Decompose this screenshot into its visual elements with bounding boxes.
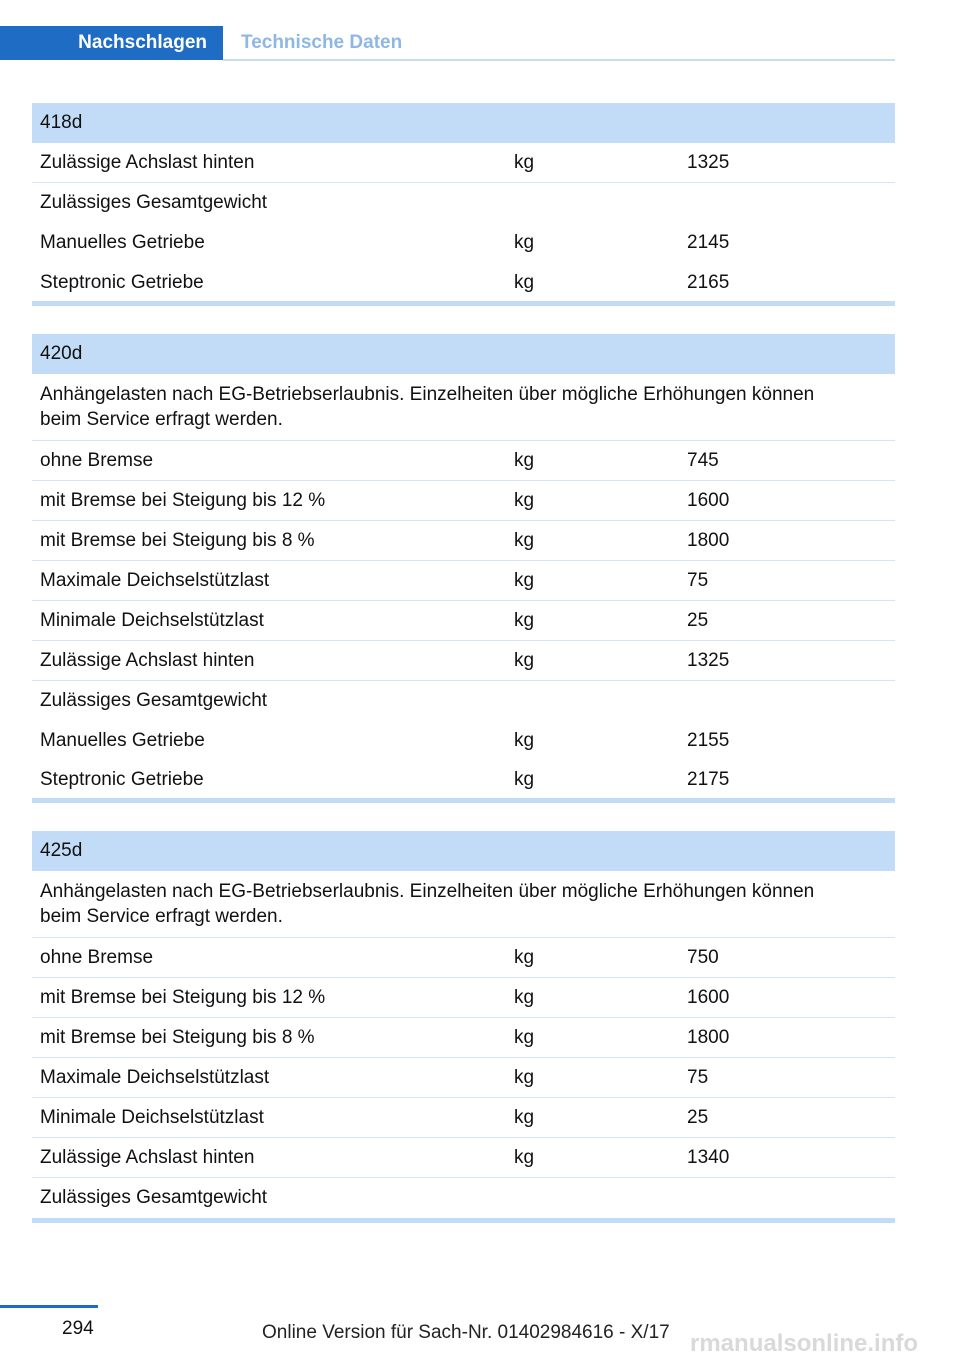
row-label: Minimale Deichselstützlast xyxy=(40,1107,264,1128)
row-label: ohne Bremse xyxy=(40,450,154,471)
table-420d xyxy=(32,334,895,803)
row-label: ohne Bremse xyxy=(40,947,154,968)
row-label: Zulässiges Gesamtgewicht xyxy=(40,192,268,213)
table-row xyxy=(32,1178,895,1218)
row-value: 25 xyxy=(687,610,709,631)
table-row xyxy=(32,641,895,681)
table-row xyxy=(32,263,895,301)
row-value: 75 xyxy=(687,570,709,591)
table-bottom-rule xyxy=(32,301,895,306)
table-note: Anhängelasten nach EG-Betriebserlaubnis. Einzelheiten über mögliche Erhöhungen können beim Service erfragt werden. xyxy=(32,871,895,938)
row-label: Maximale Deichselstützlast xyxy=(40,570,270,591)
row-unit: kg xyxy=(514,1027,535,1048)
header-rule xyxy=(223,59,895,61)
table-row xyxy=(32,441,895,481)
table-row xyxy=(32,223,895,263)
row-unit: kg xyxy=(514,1067,535,1088)
row-value: 1340 xyxy=(687,1147,730,1168)
table-bottom-rule xyxy=(32,1218,895,1223)
row-unit: kg xyxy=(514,232,535,253)
row-unit: kg xyxy=(514,1147,535,1168)
table-row xyxy=(32,601,895,641)
table-row xyxy=(32,1138,895,1178)
row-value: 75 xyxy=(687,1067,709,1088)
row-label: Minimale Deichselstützlast xyxy=(40,610,264,631)
table-title: 418d xyxy=(32,103,895,143)
row-label: mit Bremse bei Steigung bis 8 % xyxy=(40,1027,315,1048)
table-row xyxy=(32,978,895,1018)
row-unit: kg xyxy=(514,769,535,790)
row-label: mit Bremse bei Steigung bis 8 % xyxy=(40,530,315,551)
row-unit: kg xyxy=(514,490,535,511)
row-unit: kg xyxy=(514,152,535,173)
table-row xyxy=(32,521,895,561)
watermark: rmanualsonline.info xyxy=(690,1330,919,1357)
row-unit: kg xyxy=(514,610,535,631)
tab-nachschlagen[interactable]: Nachschlagen xyxy=(0,26,223,60)
table-title: 425d xyxy=(32,831,895,871)
row-label: Manuelles Getriebe xyxy=(40,730,205,751)
row-value: 750 xyxy=(687,947,719,968)
row-unit: kg xyxy=(514,530,535,551)
row-unit: kg xyxy=(514,730,535,751)
row-label: Zulässiges Gesamtgewicht xyxy=(40,690,268,711)
table-row xyxy=(32,938,895,978)
row-label: mit Bremse bei Steigung bis 12 % xyxy=(40,987,326,1008)
table-row xyxy=(32,143,895,183)
row-label: Zulässige Achslast hinten xyxy=(40,650,255,671)
row-value: 1800 xyxy=(687,1027,730,1048)
row-label: Zulässige Achslast hinten xyxy=(40,1147,255,1168)
table-425d xyxy=(32,831,895,1223)
row-value: 25 xyxy=(687,1107,709,1128)
table-note: Anhängelasten nach EG-Betriebserlaubnis. Einzelheiten über mögliche Erhöhungen können beim Service erfragt werden. xyxy=(32,374,895,441)
row-value: 1325 xyxy=(687,650,730,671)
table-418d xyxy=(32,103,895,306)
page-number: 294 xyxy=(62,1318,94,1339)
row-value: 1600 xyxy=(687,987,730,1008)
row-value: 745 xyxy=(687,450,719,471)
row-label: Zulässige Achslast hinten xyxy=(40,152,255,173)
table-row xyxy=(32,1018,895,1058)
row-label: mit Bremse bei Steigung bis 12 % xyxy=(40,490,326,511)
table-row xyxy=(32,561,895,601)
row-value: 2175 xyxy=(687,769,730,790)
row-label: Steptronic Getriebe xyxy=(40,769,204,790)
row-unit: kg xyxy=(514,1107,535,1128)
row-value: 1600 xyxy=(687,490,730,511)
row-label: Zulässiges Gesamtgewicht xyxy=(40,1187,268,1208)
row-unit: kg xyxy=(514,570,535,591)
row-value: 2165 xyxy=(687,272,730,293)
tab-technische-daten[interactable]: Technische Daten xyxy=(241,32,403,53)
row-unit: kg xyxy=(514,650,535,671)
table-title: 420d xyxy=(32,334,895,374)
table-row xyxy=(32,183,895,223)
table-row xyxy=(32,721,895,760)
table-row xyxy=(32,1058,895,1098)
row-value: 1800 xyxy=(687,530,730,551)
row-label: Manuelles Getriebe xyxy=(40,232,205,253)
row-label: Steptronic Getriebe xyxy=(40,272,204,293)
row-unit: kg xyxy=(514,987,535,1008)
row-unit: kg xyxy=(514,450,535,471)
table-row xyxy=(32,481,895,521)
page-header xyxy=(0,26,895,62)
row-label: Maximale Deichselstützlast xyxy=(40,1067,270,1088)
table-row xyxy=(32,760,895,798)
row-unit: kg xyxy=(514,272,535,293)
page-number-bar xyxy=(0,1305,98,1308)
row-value: 2145 xyxy=(687,232,730,253)
row-unit: kg xyxy=(514,947,535,968)
row-value: 1325 xyxy=(687,152,730,173)
table-row xyxy=(32,1098,895,1138)
table-bottom-rule xyxy=(32,798,895,803)
row-value: 2155 xyxy=(687,730,730,751)
footer-text: Online Version für Sach-Nr. 01402984616 - X/17 xyxy=(262,1322,670,1343)
table-row xyxy=(32,681,895,721)
